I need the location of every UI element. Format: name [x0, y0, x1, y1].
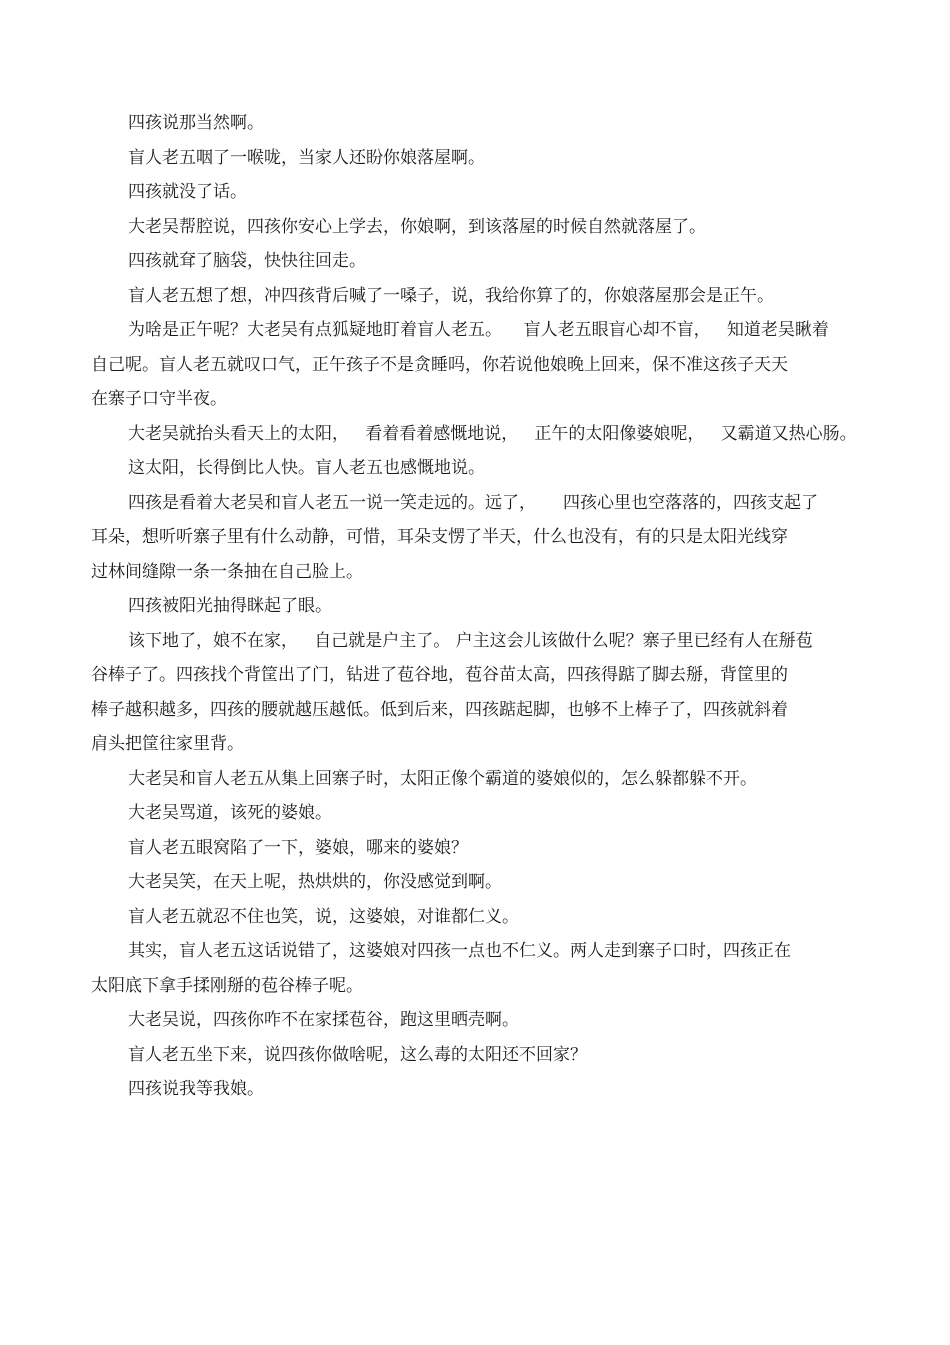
paragraph-line: 谷棒子了。四孩找个背筐出了门，钻进了苞谷地，苞谷苗太高，四孩得踮了脚去掰，背筐里的 [91, 665, 788, 685]
paragraph [91, 244, 866, 279]
paragraph [91, 106, 866, 141]
paragraph-line: 盲人老五就忍不住也笑，说，这婆娘，对谁都仁义。 [128, 906, 519, 927]
paragraph-line: 棒子越积越多，四孩的腰就越压越低。低到后来，四孩踮起脚，也够不上棒子了，四孩就斜着 [91, 699, 788, 720]
paragraph-line: 这太阳，长得倒比人快。盲人老五也感慨地说。 [128, 458, 485, 478]
paragraph [91, 796, 866, 831]
paragraph-line: 大老吴骂道，该死的婆娘。 [128, 803, 332, 823]
paragraph-line: 大老吴说，四孩你咋不在家揉苞谷，跑这里晒壳啊。 [128, 1010, 519, 1030]
paragraph-line: 四孩就没了话。 [128, 182, 247, 202]
paragraph-line: 四孩是看着大老吴和盲人老五一说一笑走远的。远了， 四孩心里也空落落的，四孩支起了 [128, 492, 819, 513]
paragraph [91, 1038, 866, 1073]
paragraph-line: 耳朵，想听听寨子里有什么动静，可惜，耳朵支愣了半天，什么也没有，有的只是太阳光线穿 [91, 527, 788, 547]
paragraph-line: 盲人老五坐下来，说四孩你做啥呢，这么毒的太阳还不回家？ [128, 1044, 587, 1065]
paragraph [91, 1003, 866, 1038]
paragraph-line: 四孩被阳光抽得眯起了眼。 [128, 596, 332, 616]
paragraph [91, 831, 866, 866]
paragraph-line: 太阳底下拿手揉刚掰的苞谷棒子呢。 [91, 975, 363, 996]
paragraph [91, 934, 866, 1003]
paragraph-line: 盲人老五咽了一喉咙，当家人还盼你娘落屋啊。 [128, 147, 485, 168]
story-body [91, 106, 866, 1107]
paragraph [91, 486, 866, 590]
paragraph [91, 624, 866, 762]
paragraph-line: 其实，盲人老五这话说错了，这婆娘对四孩一点也不仁义。两人走到寨子口时，四孩正在 [128, 941, 791, 961]
paragraph [91, 900, 866, 935]
paragraph-line: 在寨子口守半夜。 [91, 389, 227, 409]
paragraph-line: 盲人老五想了想，冲四孩背后喊了一嗓子，说，我给你算了的，你娘落屋那会是正午。 [128, 285, 774, 306]
paragraph [91, 417, 866, 452]
paragraph [91, 589, 866, 624]
paragraph-line: 盲人老五眼窝陷了一下，婆娘，哪来的婆娘？ [128, 837, 468, 858]
paragraph [91, 279, 866, 314]
paragraph-line: 过林间缝隙一条一条抽在自己脸上。 [91, 561, 363, 582]
paragraph [91, 210, 866, 245]
paragraph-line: 四孩说那当然啊。 [128, 113, 264, 133]
paragraph-line: 四孩就耷了脑袋，快快往回走。 [128, 251, 366, 271]
paragraph [91, 175, 866, 210]
paragraph-line: 四孩说我等我娘。 [128, 1079, 264, 1099]
paragraph [91, 313, 866, 417]
paragraph-line: 大老吴就抬头看天上的太阳， 看着看着感慨地说， 正午的太阳像婆娘呢， 又霸道又热心肠。 [128, 423, 857, 444]
paragraph [91, 865, 866, 900]
paragraph-line: 自己呢。盲人老五就叹口气，正午孩子不是贪睡吗，你若说他娘晚上回来，保不准这孩子天天 [91, 354, 788, 375]
paragraph [91, 451, 866, 486]
paragraph-line: 肩头把筐往家里背。 [91, 734, 244, 754]
paragraph [91, 141, 866, 176]
paragraph-line: 该下地了，娘不在家， 自己就是户主了。 户主这会儿该做什么呢？寨子里已经有人在掰苞 [128, 630, 813, 651]
paragraph-line: 大老吴帮腔说，四孩你安心上学去，你娘啊，到该落屋的时候自然就落屋了。 [128, 216, 706, 237]
paragraph [91, 762, 866, 797]
paragraph-line: 为啥是正午呢？大老吴有点狐疑地盯着盲人老五。 盲人老五眼盲心却不盲， 知道老吴瞅着 [128, 320, 829, 340]
paragraph-line: 大老吴笑，在天上呢，热烘烘的，你没感觉到啊。 [128, 872, 502, 892]
paragraph-line: 大老吴和盲人老五从集上回寨子时，太阳正像个霸道的婆娘似的，怎么躲都躲不开。 [128, 768, 757, 789]
paragraph [91, 1072, 866, 1107]
